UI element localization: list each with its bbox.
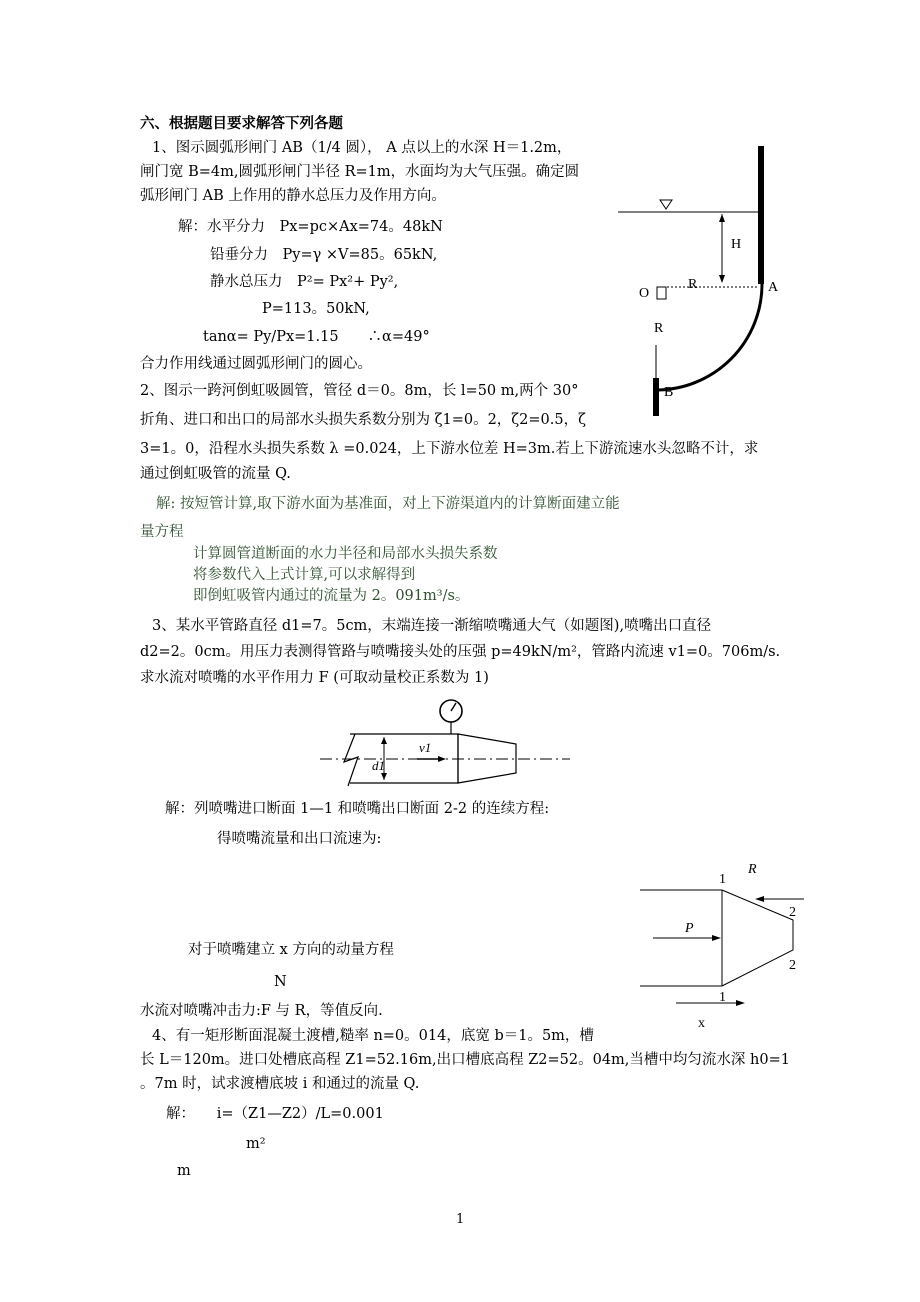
problem-1-solution-2: 铅垂分力 Py=γ ×V=85。65kN, <box>210 247 438 263</box>
problem-1-line-3: 弧形闸门 AB 上作用的静水总压力及作用方向。 <box>140 188 446 204</box>
problem-1-line-2: 闸门宽 B=4m,圆弧形闸门半径 R=1m，水面均为大气压强。确定圆 <box>140 164 580 180</box>
problem-2-solution-4: 将参数代入上式计算,可以求解得到 <box>193 567 416 583</box>
problem-2-solution-5: 即倒虹吸管内通过的流量为 2。091m³/s。 <box>193 588 470 604</box>
label-b: B <box>664 385 674 400</box>
problem-3-solution-3: 对于喷嘴建立 x 方向的动量方程 <box>188 942 394 958</box>
label-section-2-a: 2 <box>789 905 796 920</box>
label-a: A <box>768 280 779 295</box>
problem-3-solution-4: N <box>274 974 287 990</box>
problem-3-solution-5: 水流对喷嘴冲击力:F 与 R，等值反向. <box>140 1003 383 1019</box>
label-h: H <box>731 237 742 252</box>
problem-1-solution-4: P=113。50kN, <box>262 301 370 317</box>
problem-4-solution-1: 解： i=（Z1—Z2）/L=0.001 <box>166 1106 384 1122</box>
problem-3-solution-1: 解：列喷嘴进口断面 1—1 和喷嘴出口断面 2-2 的连续方程: <box>165 801 550 817</box>
problem-4-line-3: 。7m 时，试求渡槽底坡 i 和通过的流量 Q. <box>140 1076 420 1092</box>
problem-3-line-3: 求水流对喷嘴的水平作用力 F (可取动量校正系数为 1) <box>140 670 489 686</box>
section-title: 六、根据题目要求解答下列各题 <box>140 115 343 132</box>
label-p-force: P <box>685 921 694 936</box>
problem-1-line-1: 1、图示圆弧形闸门 AB（1/4 圆）， A 点以上的水深 H＝1.2m， <box>152 140 572 156</box>
problem-4-solution-2: m² <box>246 1136 266 1152</box>
problem-2-line-1: 2、图示一跨河倒虹吸圆管，管径 d＝0。8m，长 l=50 m,两个 30° <box>140 383 579 399</box>
problem-3-solution-2: 得喷嘴流量和出口流速为: <box>217 831 382 847</box>
label-r-1: R <box>688 277 698 292</box>
problem-3-line-2: d2=2。0cm。用压力表测得管路与喷嘴接头处的压强 p=49kN/m²，管路内流速 v1=0。706m/s. <box>140 644 781 660</box>
label-o: O <box>639 286 650 301</box>
problem-1-solution-6: 合力作用线通过圆弧形闸门的圆心。 <box>140 356 372 372</box>
label-x-axis: x <box>698 1016 705 1031</box>
label-r-force: R <box>748 862 757 877</box>
problem-2-solution-3: 计算圆管道断面的水力半径和局部水头损失系数 <box>193 546 498 562</box>
problem-4-solution-3: m <box>177 1163 191 1179</box>
problem-2-solution-2: 量方程 <box>140 524 184 540</box>
label-v1: v1 <box>419 740 432 755</box>
problem-2-line-3: 3=1。0，沿程水头损失系数 λ =0.024，上下游水位差 H=3m.若上下游流速水头忽略不计，求 <box>140 441 759 457</box>
label-r-2: R <box>654 321 664 336</box>
label-section-1-bottom: 1 <box>719 990 726 1005</box>
problem-1-solution-3: 静水总压力 P²= Px²+ Py², <box>210 274 399 290</box>
problem-4-line-1: 4、有一矩形断面混凝土渡槽,糙率 n=0。014，底宽 b＝1。5m，槽 <box>152 1028 594 1044</box>
problem-1-solution-5: tanα= Py/Px=1.15 ∴α=49° <box>203 329 430 345</box>
label-d1: d1 <box>372 758 385 773</box>
label-section-2-b: 2 <box>789 958 796 973</box>
nozzle-outline <box>722 890 793 986</box>
problem-3-line-1: 3、某水平管路直径 d1=7。5cm，末端连接一渐缩喷嘴通大气（如题图),喷嘴出口直径 <box>152 618 712 634</box>
problem-2-line-4: 通过倒虹吸管的流量 Q. <box>140 466 291 482</box>
problem-1-solution-1: 解：水平分力 Px=pc×Ax=74。48kN <box>178 219 443 235</box>
problem-4-line-2: 长 L＝120m。进口处槽底高程 Z1=52.16m,出口槽底高程 Z2=52。04m,当槽中均匀流水深 h0=1 <box>140 1052 790 1068</box>
label-section-1-top: 1 <box>719 872 726 887</box>
problem-2-line-2: 折角、进口和出口的局部水头损失系数分别为 ζ1=0。2，ζ2=0.5，ζ <box>140 412 586 428</box>
page-number: 1 <box>456 1212 465 1227</box>
problem-2-solution-1: 解: 按短管计算,取下游水面为基准面，对上下游渠道内的计算断面建立能 <box>156 496 620 512</box>
